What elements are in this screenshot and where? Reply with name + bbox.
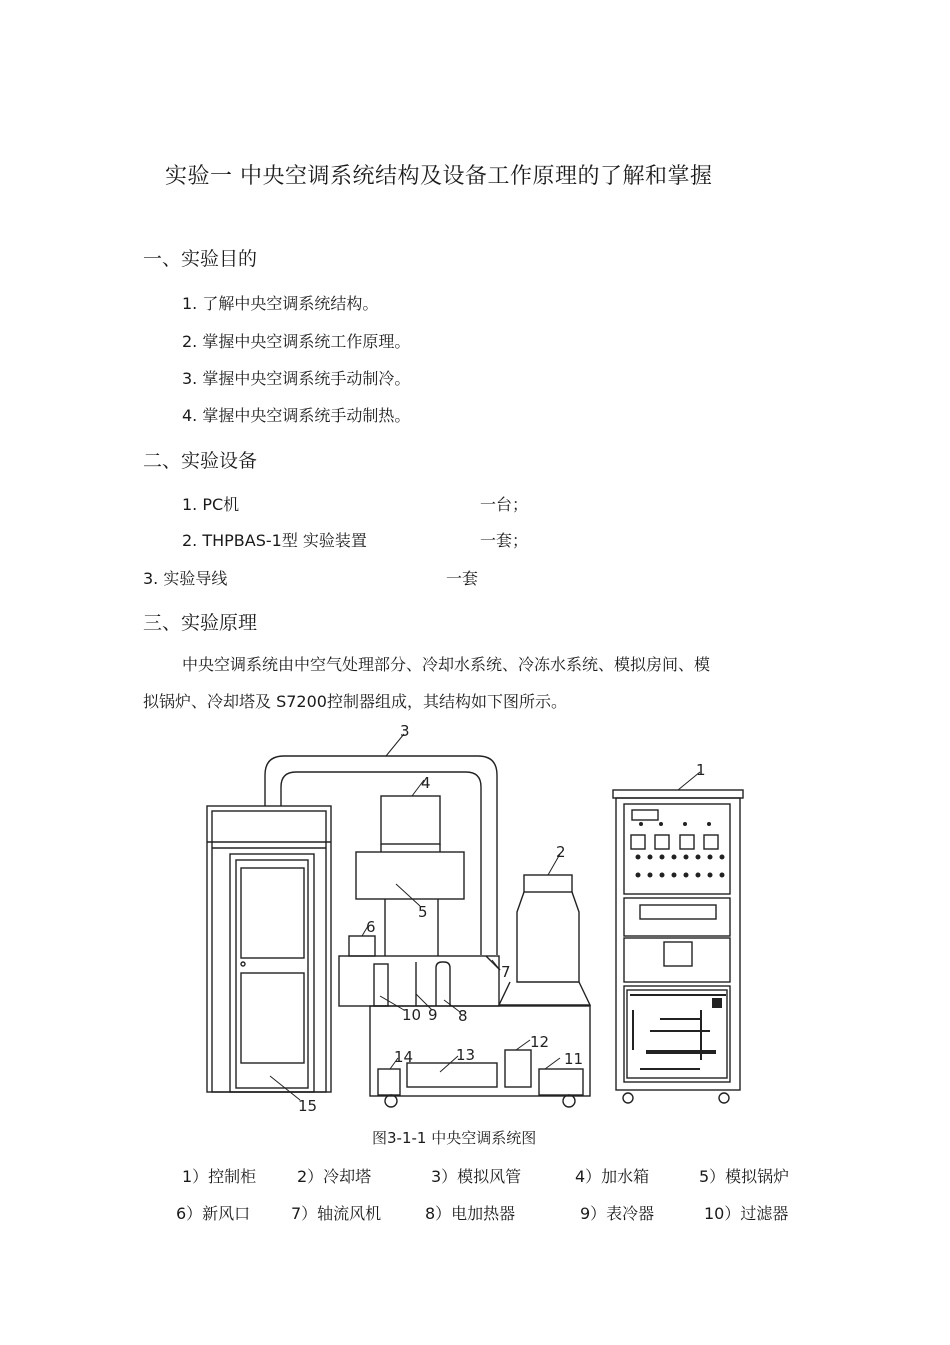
equipment-qty: 一台；: [480, 495, 529, 514]
air-handler: [339, 956, 500, 1006]
callout-6: 6: [366, 918, 376, 936]
equipment-name: 1. PC机: [182, 495, 240, 514]
legend-item: 4）加水箱: [575, 1167, 650, 1186]
control-cabinet: [613, 790, 743, 1103]
callout-12: 12: [530, 1033, 550, 1051]
simulated-room: [207, 806, 331, 1092]
callout-15: 15: [298, 1097, 318, 1115]
callout-13: 13: [456, 1046, 476, 1064]
equipment-qty: 一套；: [480, 531, 529, 550]
callout-4: 4: [421, 774, 431, 792]
callout-14: 14: [394, 1048, 414, 1066]
paragraph-line: 拟锅炉、冷却塔及 S7200控制器组成，其结构如下图所示。: [143, 692, 567, 711]
legend-item: 3）模拟风管: [431, 1167, 522, 1186]
equipment-name: 2. THPBAS-1型 实验装置: [182, 531, 367, 550]
figure-caption: 图3-1-1 中央空调系统图: [372, 1129, 537, 1147]
section-heading-equipment: 二、实验设备: [143, 450, 258, 472]
callout-10: 10: [402, 1006, 422, 1024]
section-heading-purpose: 一、实验目的: [143, 248, 258, 270]
callout-11: 11: [564, 1050, 584, 1068]
paragraph-line: 中央空调系统由中空气处理部分、冷却水系统、冷冻水系统、模拟房间、模: [182, 655, 711, 674]
simulated-duct: [265, 756, 497, 955]
callout-7: 7: [501, 963, 511, 981]
boiler: [356, 852, 464, 956]
legend-item: 5）模拟锅炉: [699, 1167, 790, 1186]
equipment-qty: 一套: [446, 569, 479, 588]
legend-item: 8）电加热器: [425, 1204, 516, 1223]
list-item: 4. 掌握中央空调系统手动制热。: [182, 406, 411, 425]
callout-8: 8: [458, 1007, 468, 1025]
legend-item: 6）新风口: [176, 1204, 251, 1223]
legend-item: 2）冷却塔: [297, 1167, 372, 1186]
legend-item: 9）表冷器: [580, 1204, 655, 1223]
list-item: 3. 掌握中央空调系统手动制冷。: [182, 369, 411, 388]
section-heading-principle: 三、实验原理: [143, 612, 258, 634]
system-diagram: [200, 722, 760, 1122]
callout-1: 1: [696, 761, 706, 779]
equipment-name: 3. 实验导线: [143, 569, 228, 588]
water-tank: [381, 796, 440, 852]
cooling-tower: [499, 875, 590, 1005]
legend-item: 7）轴流风机: [291, 1204, 382, 1223]
callout-9: 9: [428, 1006, 438, 1024]
callout-2: 2: [556, 843, 566, 861]
callout-5: 5: [418, 903, 428, 921]
callout-3: 3: [400, 722, 410, 740]
legend-item: 1）控制柜: [182, 1167, 257, 1186]
page-title: 实验一 中央空调系统结构及设备工作原理的了解和掌握: [165, 164, 713, 189]
list-item: 2. 掌握中央空调系统工作原理。: [182, 332, 411, 351]
legend-item: 10）过滤器: [704, 1204, 789, 1223]
list-item: 1. 了解中央空调系统结构。: [182, 294, 379, 313]
